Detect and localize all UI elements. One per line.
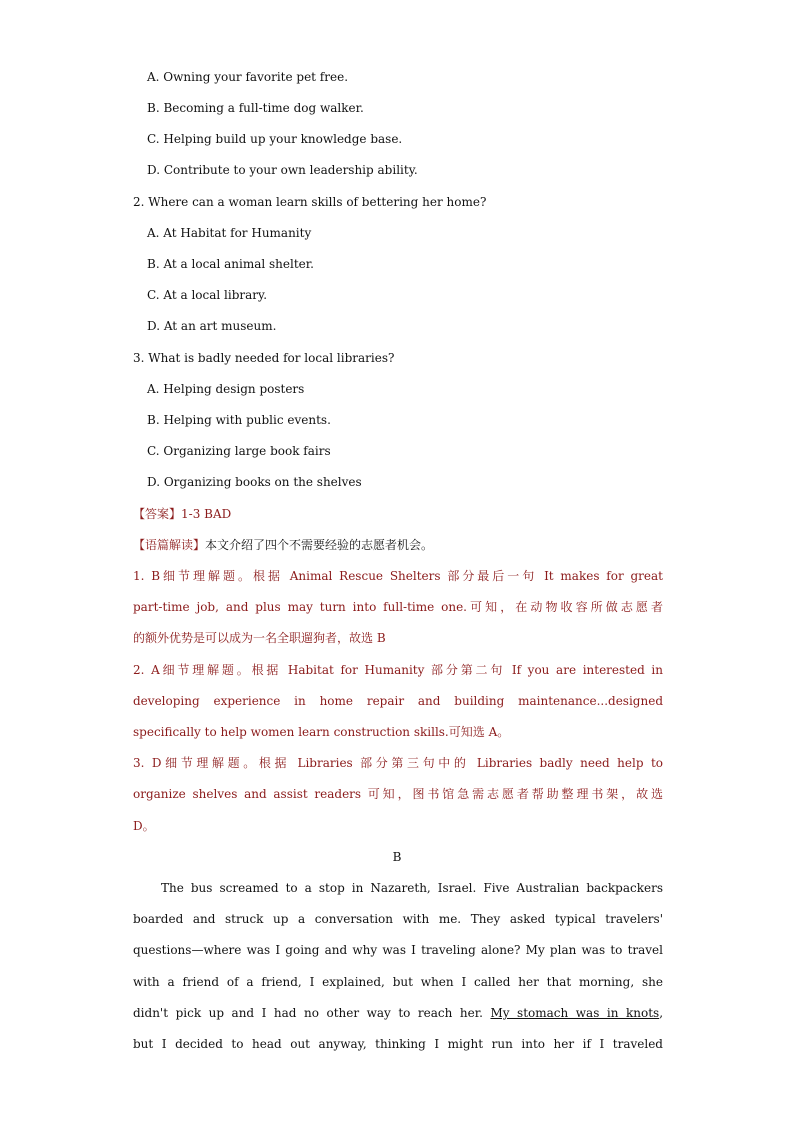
passage-line-1: The bus screamed to a stop in Nazareth, Israel. Five Australian backpackers [161, 881, 663, 895]
analysis-line [133, 537, 663, 553]
explanation-1-line-1: 1. B细节理解题。根据 Animal Rescue Shelters 部分最后一句 It makes for great [133, 569, 663, 583]
answer-line [133, 506, 663, 522]
q3-question: 3. What is badly needed for local libraries? [133, 351, 395, 365]
passage-line-6: but I decided to head out anyway, thinking I might run into her if I traveled [133, 1037, 663, 1051]
passage-line-5-comma: , [659, 1006, 664, 1020]
answer-label: 【答案】 [133, 507, 182, 521]
passage-line-5 [133, 1005, 663, 1021]
q1-option-b: B. Becoming a full-time dog walker. [147, 101, 364, 115]
q1-option-d: D. Contribute to your own leadership ability. [147, 163, 418, 177]
answer-value: 1-3 BAD [181, 507, 232, 521]
passage-line-5-text: didn't pick up and I had no other way to reach her. [133, 1006, 491, 1020]
explanation-3-line-3: D。 [133, 819, 155, 833]
explanation-3-line-1: 3. D细节理解题。根据 Libraries 部分第三句中的 Libraries badly need help to [133, 756, 663, 770]
passage-line-4: with a friend of a friend, I explained, but when I called her that morning, she [133, 975, 663, 989]
explanation-2-line-1: 2. A细节理解题。根据 Habitat for Humanity 部分第二句 If you are interested in [133, 663, 663, 677]
passage-line-2: boarded and struck up a conversation with me. They asked typical travelers' [133, 912, 663, 926]
q2-option-c: C. At a local library. [147, 288, 268, 302]
explanation-2-line-3: specifically to help women learn construction skills.可知选 A。 [133, 725, 510, 739]
q2-option-a: A. At Habitat for Humanity [147, 226, 312, 240]
explanation-1-line-2: part-time job, and plus may turn into full-time one.可知，在动物收容所做志愿者 [133, 600, 663, 614]
q3-option-a: A. Helping design posters [147, 382, 305, 396]
analysis-text: 本文介绍了四个不需要经验的志愿者机会。 [205, 538, 434, 552]
underlined-phrase: My stomach was in knots [490, 1006, 660, 1020]
explanation-3-line-2: organize shelves and assist readers 可知，图书馆急需志愿者帮助整理书架，故选 [133, 787, 663, 801]
q1-option-a: A. Owning your favorite pet free. [147, 70, 349, 84]
q2-option-d: D. At an art museum. [147, 319, 277, 333]
analysis-label: 【语篇解读】 [133, 538, 206, 552]
explanation-2-line-2: developing experience in home repair and building maintenance...designed [133, 694, 663, 708]
q3-option-b: B. Helping with public events. [147, 413, 331, 427]
q3-option-c: C. Organizing large book fairs [147, 444, 331, 458]
passage-heading: B [392, 850, 402, 864]
passage-line-3: questions—where was I going and why was I traveling alone? My plan was to travel [133, 943, 663, 957]
q3-option-d: D. Organizing books on the shelves [147, 475, 362, 489]
explanation-1-line-3: 的额外优势是可以成为一名全职遛狗者，故选 B [133, 631, 386, 645]
q1-option-c: C. Helping build up your knowledge base. [147, 132, 403, 146]
q2-question: 2. Where can a woman learn skills of bettering her home? [133, 195, 487, 209]
q2-option-b: B. At a local animal shelter. [147, 257, 314, 271]
